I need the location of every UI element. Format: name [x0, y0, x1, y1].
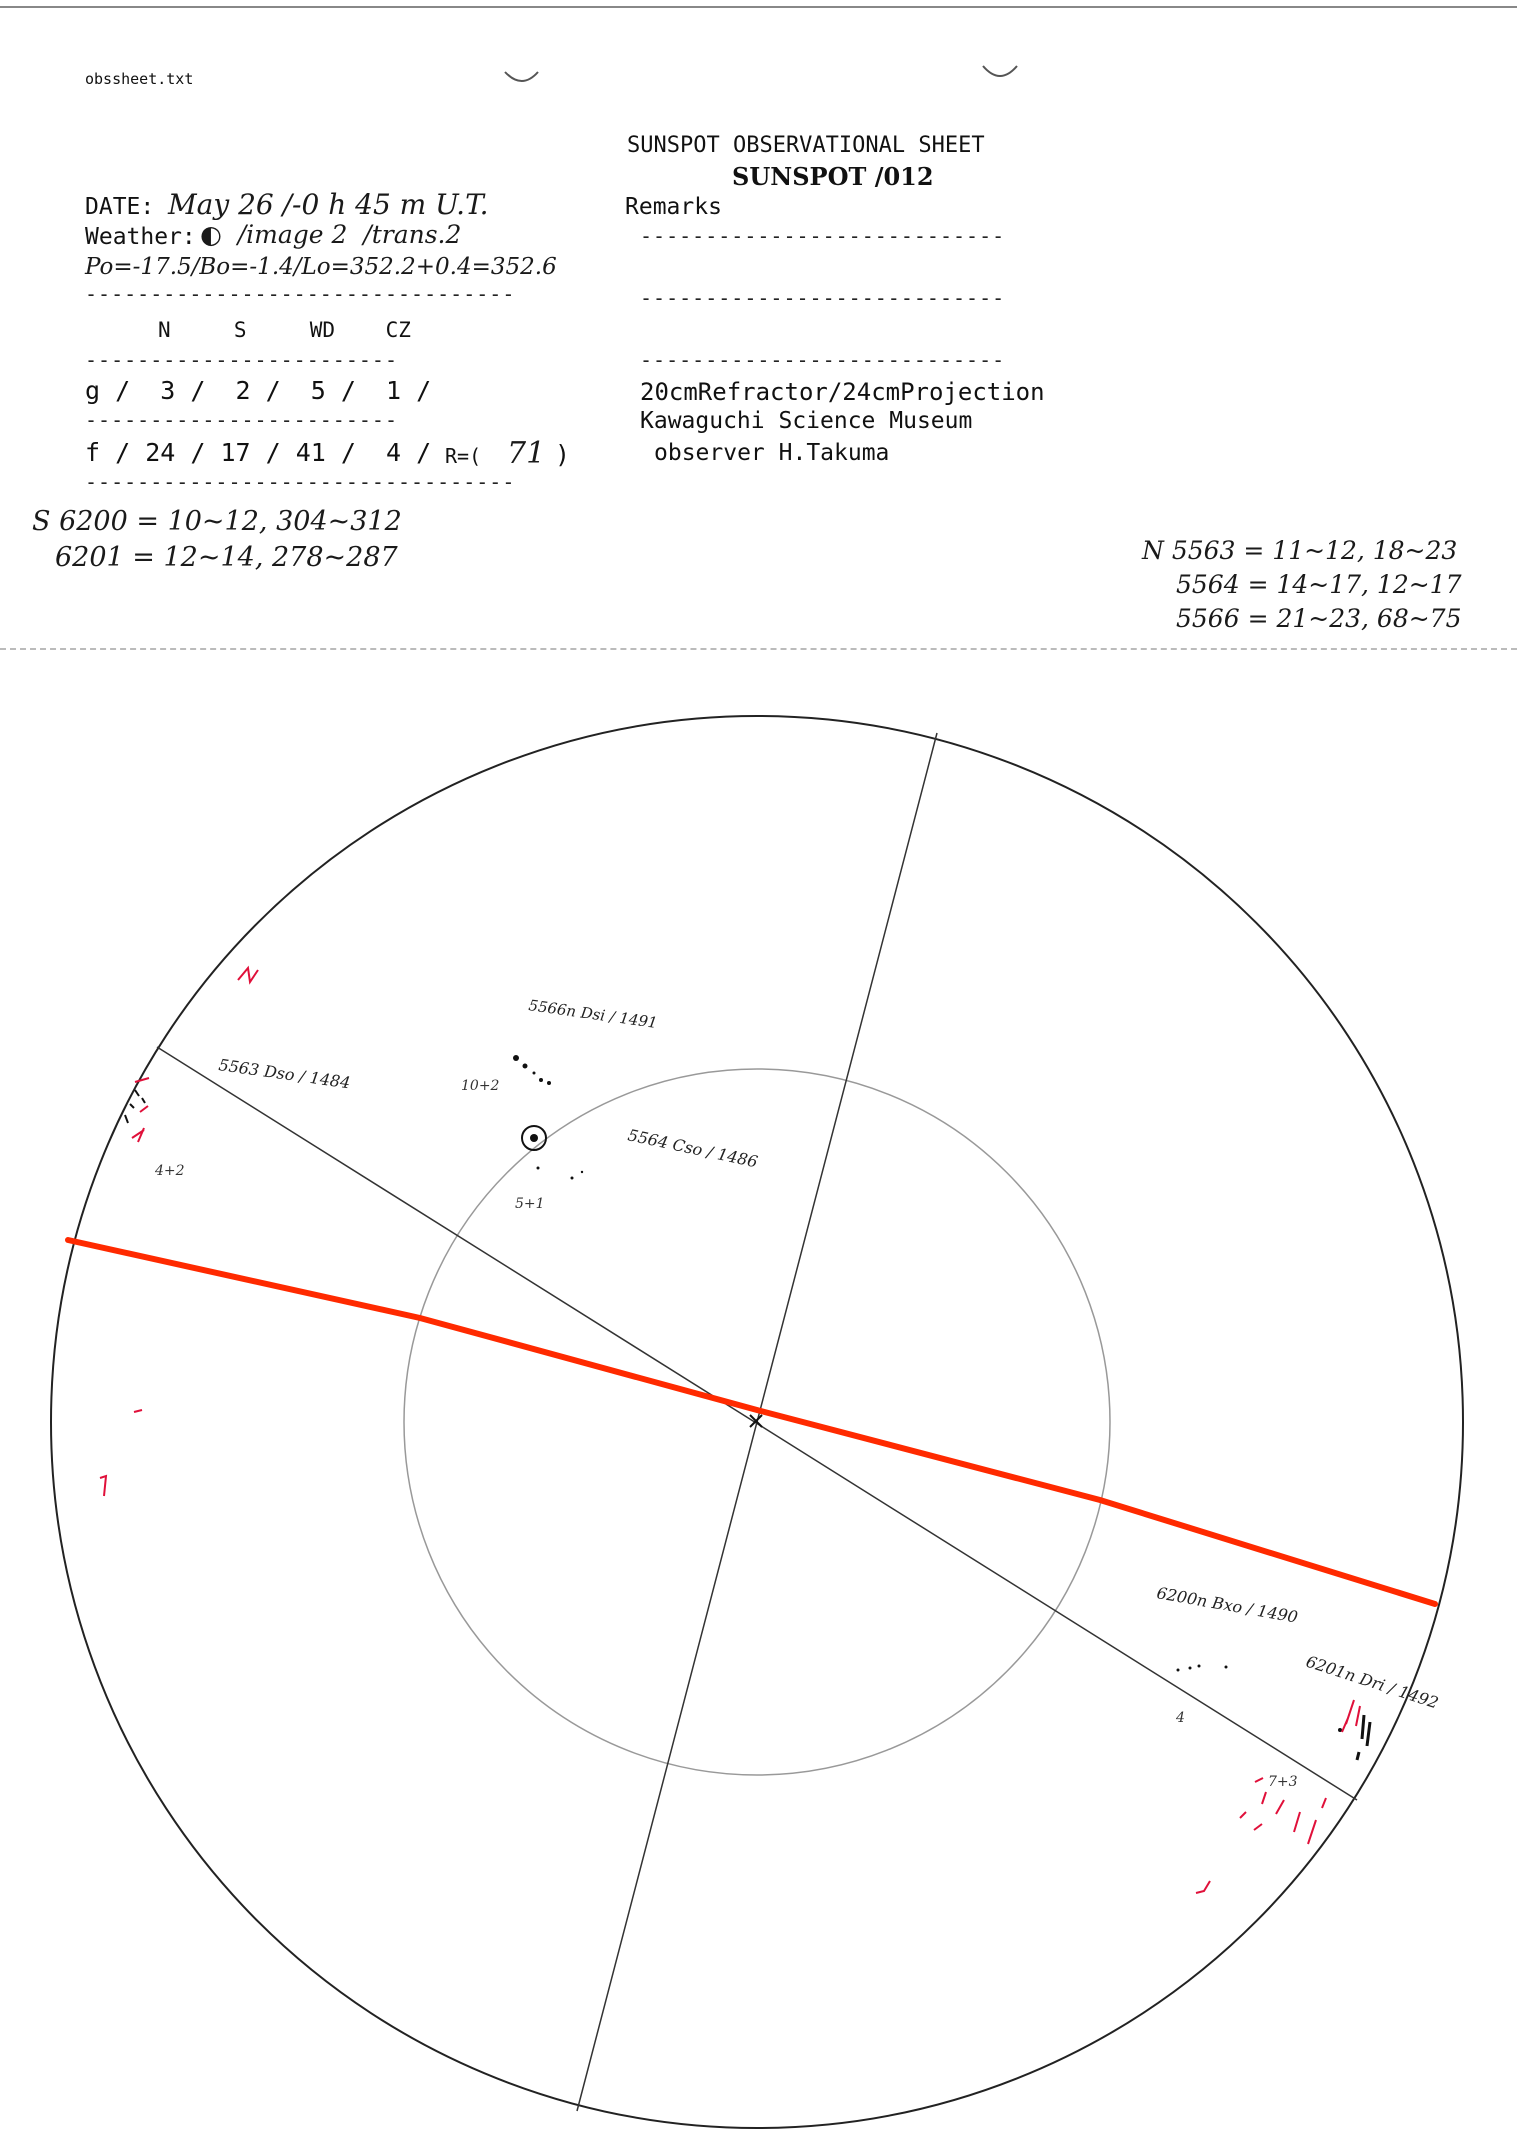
group-6200-count: 4	[1176, 1710, 1185, 1726]
group-5563-label: 5563 Dso / 1484	[217, 1055, 352, 1093]
r-label: R=(	[445, 444, 482, 468]
group-5564-label: 5564 Cso / 1486	[626, 1125, 760, 1172]
remarks-line-2: ----------------------------	[640, 286, 1006, 310]
divider-1: ---------------------------------	[85, 282, 516, 306]
divider-3: ------------------------	[85, 408, 398, 432]
remarks-line-3: ----------------------------	[640, 348, 1006, 372]
group-6201-count: 7+3	[1268, 1774, 1298, 1790]
group-6200-spots	[1177, 1665, 1228, 1672]
remarks-line-1: ----------------------------	[640, 224, 1006, 248]
punch-mark-right	[983, 66, 1017, 76]
r-close: )	[555, 440, 571, 469]
group-5563-spots	[125, 1090, 145, 1123]
weather-value: ◐ /image 2 /trans.2	[200, 220, 462, 249]
telescope-info: 20cmRefractor/24cmProjection	[640, 378, 1045, 406]
r-value: 71	[507, 436, 546, 471]
counts-headers: N S WD CZ	[158, 318, 411, 342]
solar-equator-line	[68, 1240, 1435, 1604]
note-right-3: 5566 = 21~23, 68~75	[1176, 604, 1462, 633]
note-left-1: S 6200 = 10~12, 304~312	[32, 506, 402, 537]
g-row: g / 3 / 2 / 5 / 1 /	[85, 376, 432, 405]
group-5564-count: 5+1	[515, 1196, 545, 1212]
sheet-subtitle: SUNSPOT /012	[732, 162, 934, 191]
remarks-label: Remarks	[625, 194, 722, 220]
facula-n	[238, 968, 258, 982]
faculae-markings	[100, 968, 1360, 1893]
group-6201-spots	[1338, 1715, 1370, 1760]
group-5566-label: 5566n Dsi / 1491	[527, 996, 659, 1033]
location-info: Kawaguchi Science Museum	[640, 408, 973, 434]
divider-2: ------------------------	[85, 348, 398, 372]
group-5563-count: 4+2	[155, 1163, 185, 1179]
divider-4: ---------------------------------	[85, 470, 516, 494]
group-6200-label: 6200n Bxo / 1490	[1155, 1583, 1300, 1627]
punch-mark-left	[505, 72, 538, 81]
note-left-2: 6201 = 12~14, 278~287	[55, 542, 398, 573]
group-5566-count: 10+2	[461, 1078, 500, 1094]
weather-label: Weather:	[85, 224, 196, 250]
group-5566-spots	[513, 1055, 551, 1085]
file-label: obssheet.txt	[85, 70, 194, 88]
note-right-2: 5564 = 14~17, 12~17	[1176, 570, 1462, 599]
f-row: f / 24 / 17 / 41 / 4 /	[85, 438, 432, 467]
date-label: DATE:	[85, 194, 155, 220]
observer-info: observer H.Takuma	[654, 440, 890, 466]
sheet-title: SUNSPOT OBSERVATIONAL SHEET	[627, 133, 985, 158]
orientation-values: Po=-17.5/Bo=-1.4/Lo=352.2+0.4=352.6	[85, 254, 557, 280]
date-value: May 26 /-0 h 45 m U.T.	[168, 188, 489, 221]
group-6201-label: 6201n Dri / 1492	[1303, 1651, 1441, 1713]
note-right-1: N 5563 = 11~12, 18~23	[1142, 536, 1458, 565]
